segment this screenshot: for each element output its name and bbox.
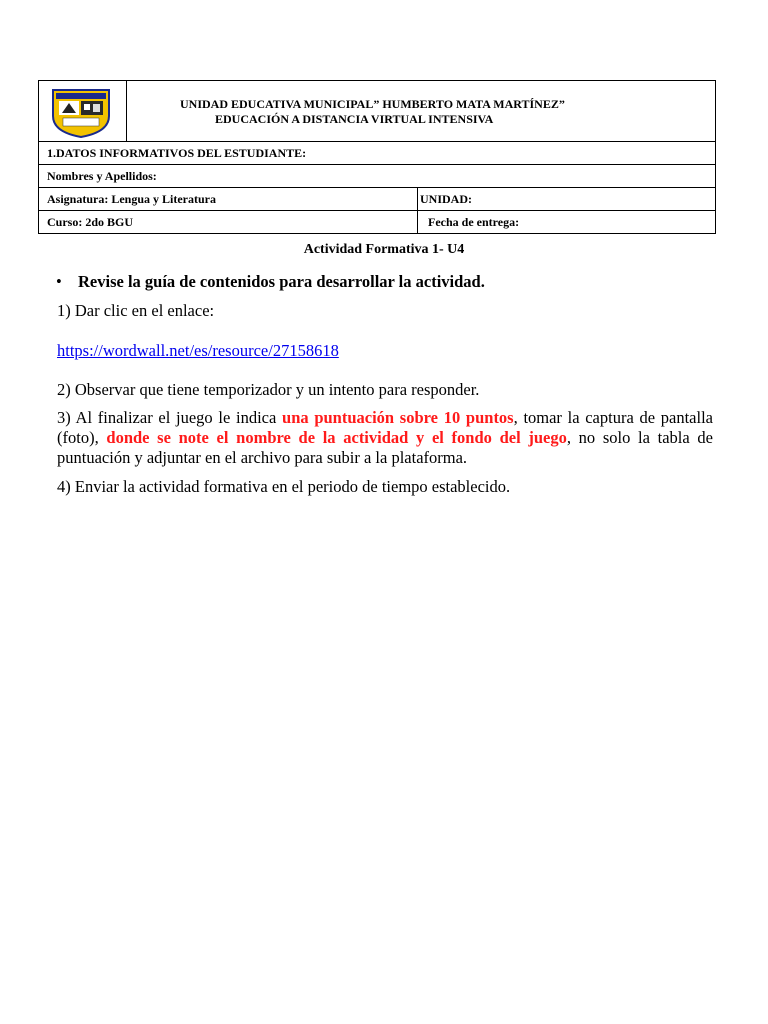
section-title: 1.DATOS INFORMATIVOS DEL ESTUDIANTE:: [39, 142, 716, 165]
school-name: UNIDAD EDUCATIVA MUNICIPAL” HUMBERTO MATA MARTÍNEZ”: [180, 97, 565, 111]
wordwall-link[interactable]: https://wordwall.net/es/resource/27158618: [57, 341, 339, 360]
activity-title: Actividad Formativa 1- U4: [303, 242, 465, 257]
logo-cell: [39, 81, 127, 142]
course-field: Curso: 2do BGU: [39, 211, 418, 234]
instruction-bullet: [56, 272, 485, 292]
step-3-text-a: 3) Al finalizar el juego le indica: [57, 408, 283, 427]
program-name: EDUCACIÓN A DISTANCIA VIRTUAL INTENSIVA: [215, 112, 494, 126]
step-3: [57, 408, 713, 468]
step-3-text-b: , tomar la captura de pantalla (foto),: [57, 408, 713, 447]
unit-field: UNIDAD:: [418, 188, 716, 211]
step-3-highlight-background: donde se note el nombre de la actividad y el fondo del juego: [106, 428, 567, 447]
names-field: Nombres y Apellidos:: [39, 165, 716, 188]
bullet-icon: •: [56, 272, 62, 291]
step-3-highlight-score: una puntuación sobre 10 puntos: [282, 408, 514, 427]
step-3-text-c: , no solo la tabla de puntuación y adjuntar en el archivo para subir a la plataforma.: [57, 428, 713, 467]
bullet-text: Revise la guía de contenidos para desarrollar la actividad.: [78, 272, 485, 291]
subject-field: Asignatura: Lengua y Literatura: [39, 188, 418, 211]
student-info-table: [38, 80, 716, 234]
school-header: [127, 81, 716, 142]
step-1: 1) Dar clic en el enlace:: [57, 301, 215, 320]
step-4: 4) Enviar la actividad formativa en el periodo de tiempo establecido.: [57, 477, 511, 496]
step-2: 2) Observar que tiene temporizador y un intento para responder.: [57, 380, 480, 399]
school-logo: [51, 86, 111, 138]
due-date-field: Fecha de entrega:: [418, 211, 716, 234]
